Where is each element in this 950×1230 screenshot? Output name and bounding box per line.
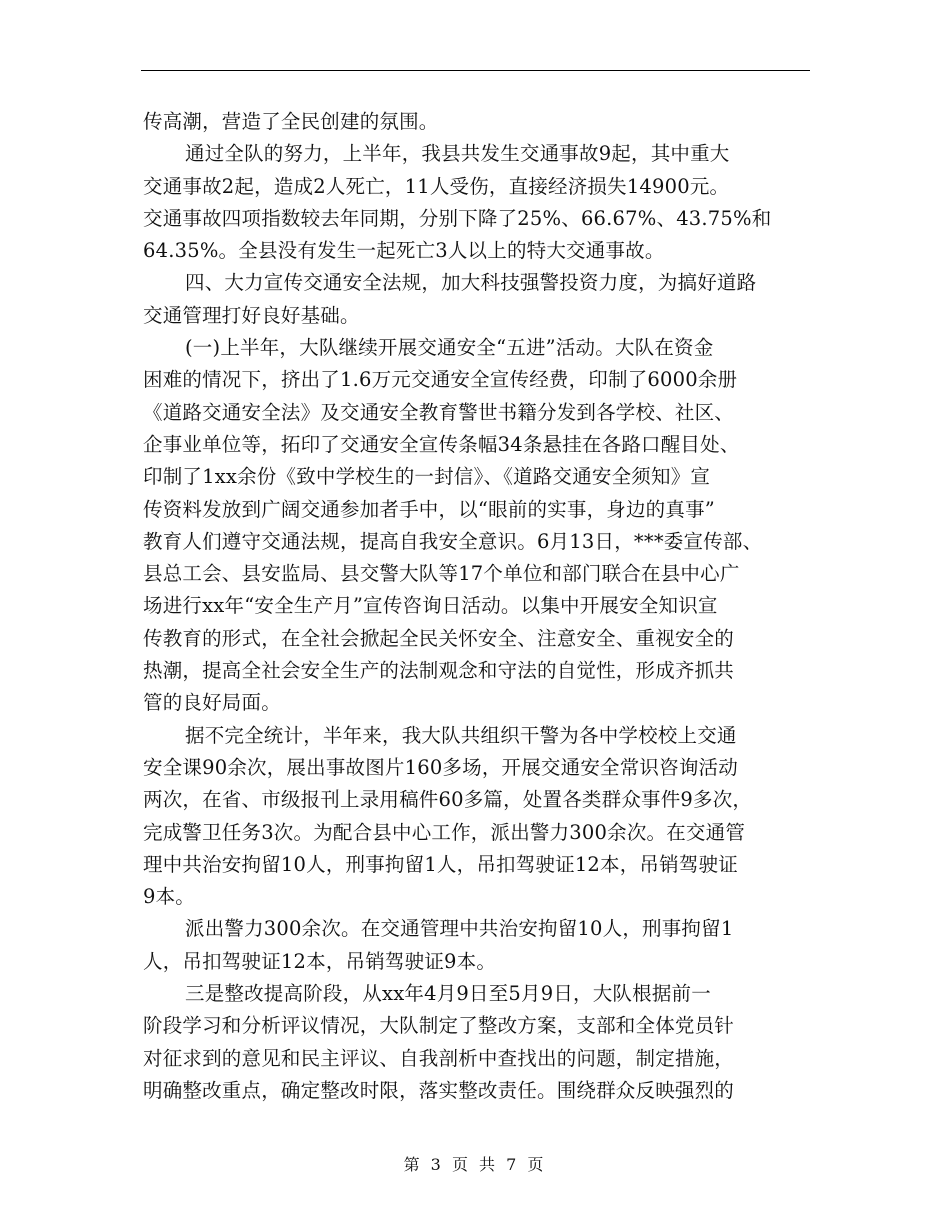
text-line: 困难的情况下，挤出了1.6万元交通安全宣传经费，印制了6000余册 [143,368,738,392]
text-line: 9本。 [143,885,196,909]
text-line: 场进行xx年“安全生产月”宣传咨询日活动。以集中开展安全知识宣 [143,594,718,618]
text-line: 交通事故四项指数较去年同期，分别下降了25%、66.67%、43.75%和 [143,206,772,230]
paragraph-start-line: 三是整改提高阶段，从xx年4月9日至5月9日，大队根据前一 [185,982,711,1006]
section-heading-line: 四、大力宣传交通安全法规，加大科技强警投资力度，为搞好道路 [185,271,757,295]
text-line: 两次，在省、市级报刊上录用稿件60多篇，处置各类群众事件9多次， [143,788,753,812]
text-line: 理中共治安拘留10人，刑事拘留1人，吊扣驾驶证12本，吊销驾驶证 [143,852,738,876]
text-line: 完成警卫任务3次。为配合县中心工作，派出警力300余次。在交通管 [143,820,746,844]
text-line: 传高潮，营造了全民创建的氛围。 [143,110,439,133]
text-line: 教育人们遵守交通法规，提高自我安全意识。6月13日，***委宣传部、 [143,529,763,553]
text-line: 对征求到的意见和民主评议、自我剖析中查找出的问题，制定措施， [143,1046,735,1070]
page-number-footer: 第 3 页 共 7 页 [403,1155,547,1174]
text-line: 阶段学习和分析评议情况，大队制定了整改方案，支部和全体党员针 [143,1014,735,1038]
text-line: 印制了1xx余份《致中学校生的一封信》、《道路交通安全须知》宣 [143,465,711,489]
text-line: 安全课90余次，展出事故图片160多场，开展交通安全常识咨询活动 [143,755,738,779]
text-line: 传教育的形式，在全社会掀起全民关怀安全、注意安全、重视安全的 [143,626,735,650]
text-line: 64.35%。全县没有发生一起死亡3人以上的特大交通事故。 [143,239,665,263]
text-line: 县总工会、县安监局、县交警大队等17个单位和部门联合在县中心广 [143,562,740,586]
text-line: 传资料发放到广阔交通参加者手中，以“眼前的实事，身边的真事” [143,497,715,521]
text-line: 管的良好局面。 [143,691,281,715]
text-line: 人，吊扣驾驶证12本，吊销驾驶证9本。 [143,949,497,973]
paragraph-start-line: 派出警力300余次。在交通管理中共治安拘留10人，刑事拘留1 [185,917,734,941]
text-line: 热潮，提高全社会安全生产的法制观念和守法的自觉性，形成齐抓共 [143,659,735,683]
paragraph-start-line: 据不完全统计，半年来，我大队共组织干警为各中学校校上交通 [185,723,737,747]
text-line: 企事业单位等，拓印了交通安全宣传条幅34条悬挂在各路口醒目处、 [143,432,740,456]
section-heading-line: 交通管理打好良好基础。 [143,303,360,327]
paragraph-start-line: 通过全队的努力，上半年，我县共发生交通事故9起，其中重大 [185,142,730,166]
paragraph-start-line: (一)上半年，大队继续开展交通安全“五进”活动。大队在资金 [185,336,714,360]
header-rule [141,70,810,71]
document-body [143,106,813,1107]
text-line: 明确整改重点，确定整改时限，落实整改责任。围绕群众反映强烈的 [143,1078,735,1102]
text-line: 《道路交通安全法》及交通安全教育警世书籍分发到各学校、社区、 [143,400,735,424]
text-line: 交通事故2起，造成2人死亡，11人受伤，直接经济损失14900元。 [143,174,730,198]
